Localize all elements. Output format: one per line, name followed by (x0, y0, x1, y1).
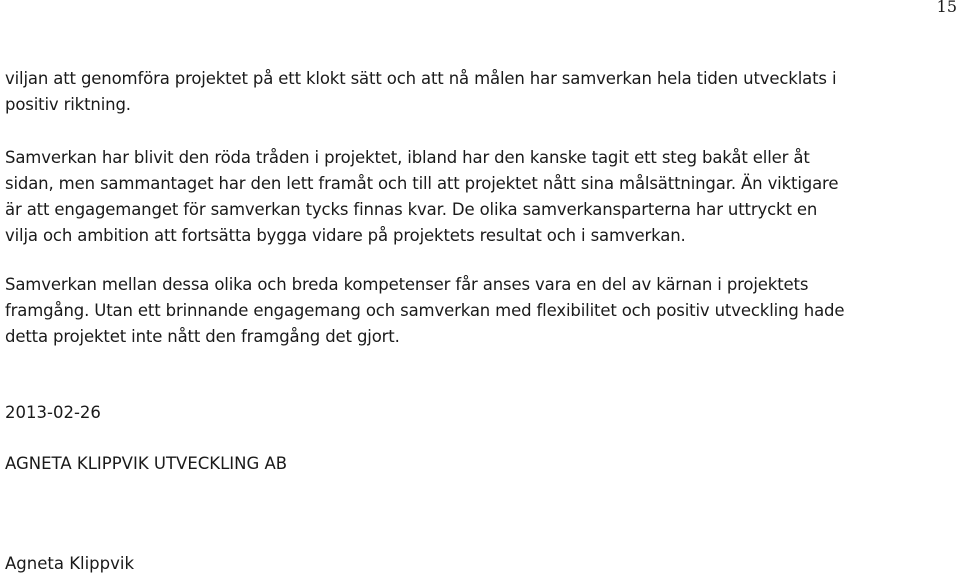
text-line: framgång. Utan ett brinnande engagemang och samverkan med flexibilitet och positiv utveckling hade (5, 301, 845, 320)
paragraph-3 (5, 272, 960, 350)
text-line: Samverkan har blivit den röda tråden i projektet, ibland har den kanske tagit ett steg bakåt eller åt (5, 148, 810, 167)
page-number: 15 (936, 0, 957, 16)
paragraph-1 (5, 66, 960, 118)
document-date: 2013-02-26 (5, 403, 101, 422)
text-line: sidan, men sammantaget har den lett framåt och till att projektet nått sina målsättningar. Än viktigare (5, 174, 839, 193)
text-line: vilja och ambition att fortsätta bygga vidare på projektets resultat och i samverkan. (5, 226, 686, 245)
signature-name: Agneta Klippvik (5, 554, 135, 573)
paragraph-2 (5, 145, 960, 249)
text-line: viljan att genomföra projektet på ett klokt sätt och att nå målen har samverkan hela tiden utvecklats i (5, 69, 837, 88)
text-line: positiv riktning. (5, 95, 131, 114)
text-line: detta projektet inte nått den framgång det gjort. (5, 327, 400, 346)
text-line: är att engagemanget för samverkan tycks finnas kvar. De olika samverkansparterna har uttryckt en (5, 200, 818, 219)
text-line: Samverkan mellan dessa olika och breda kompetenser får anses vara en del av kärnan i projektets (5, 275, 809, 294)
company-name: AGNETA KLIPPVIK UTVECKLING AB (5, 454, 288, 473)
